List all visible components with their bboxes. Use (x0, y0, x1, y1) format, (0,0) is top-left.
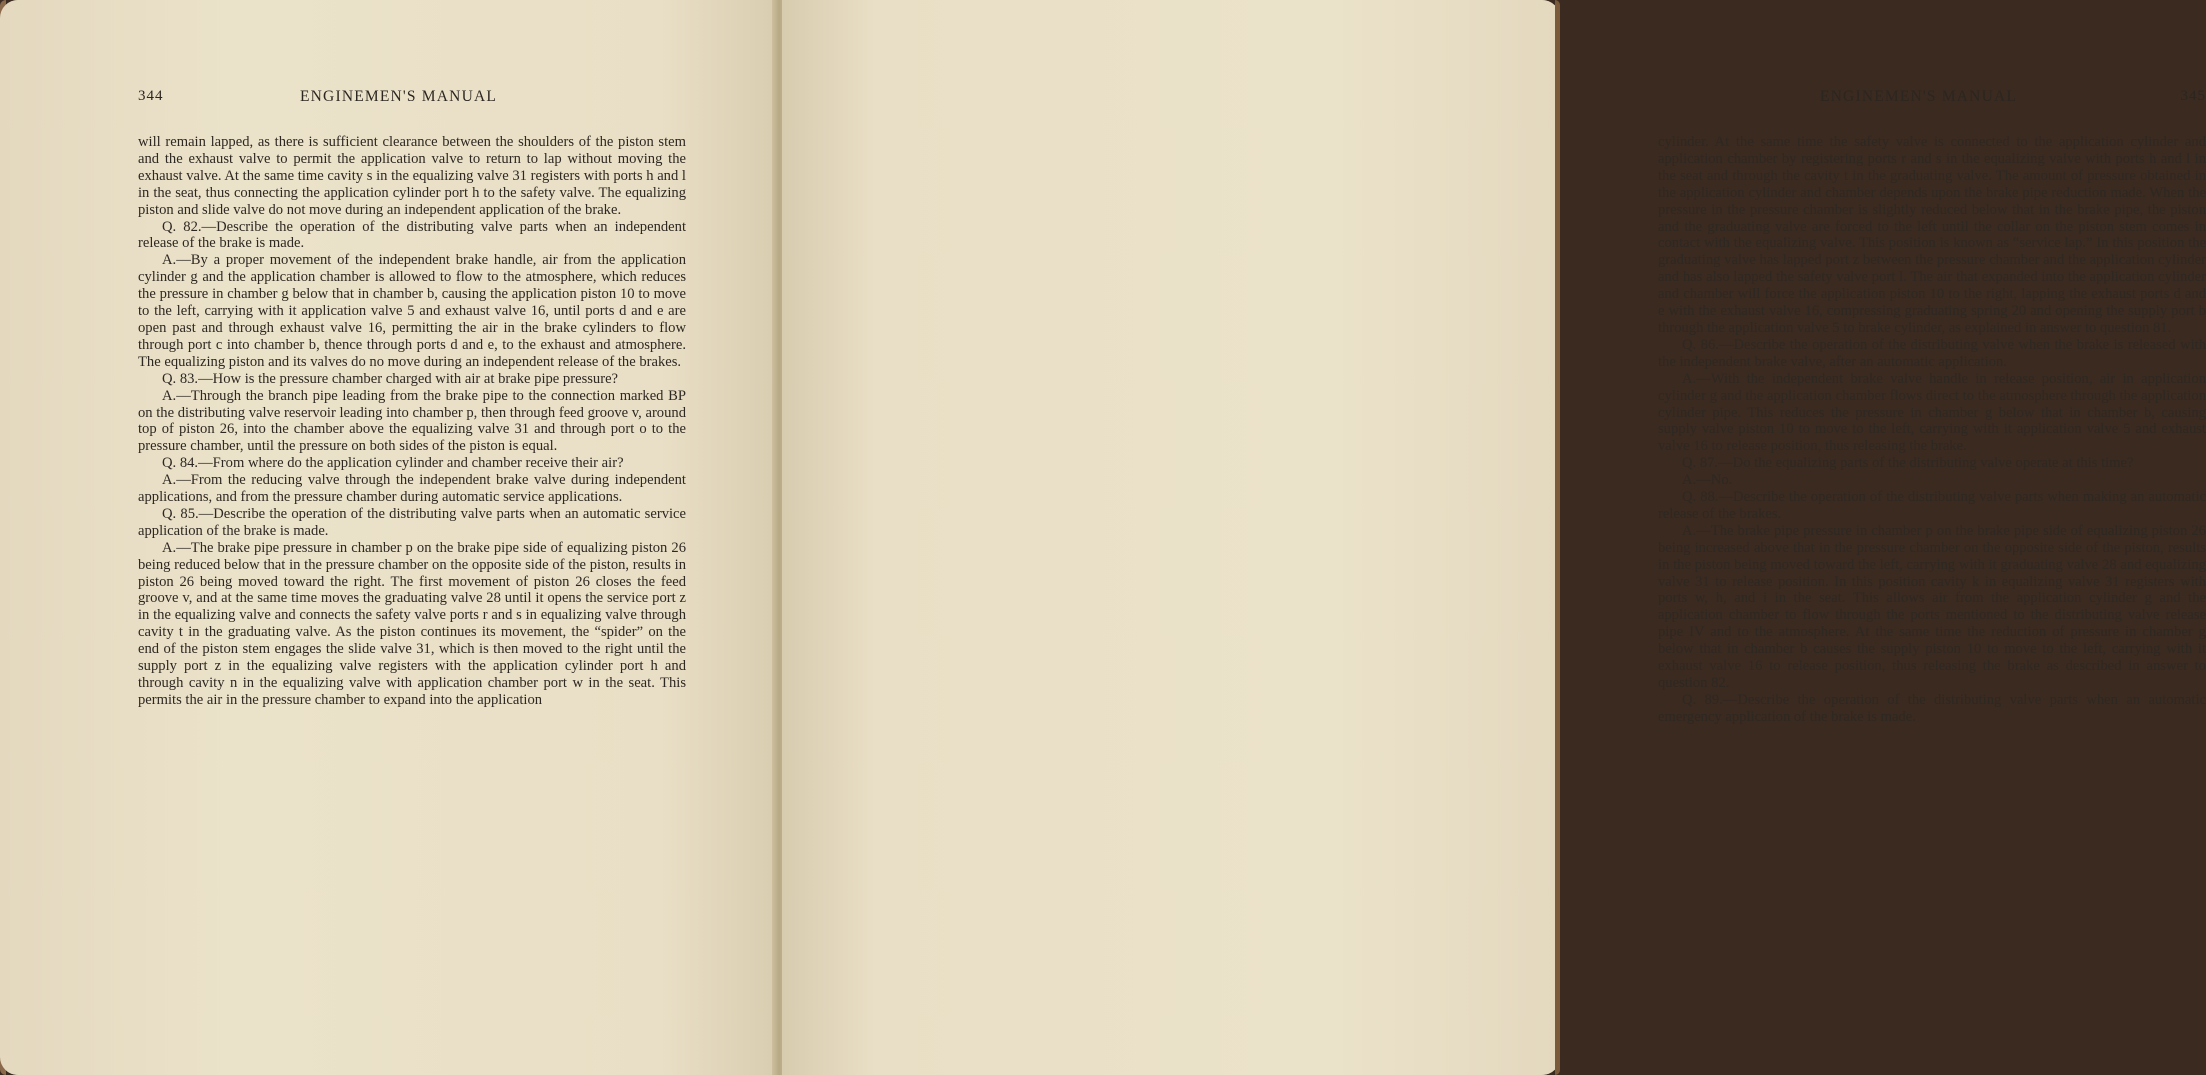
left-running-title: ENGINEMEN'S MANUAL (300, 88, 498, 105)
paragraph: cylinder. At the same time the safety valve is connected to the application cylinder and application chamber by registering ports r and s in the equalizing valve with ports h and l in the seat and through the cavity t in the graduating valve. The amount of pressure obtained in the application cylinder and chamber depends upon the brake pipe reduction made. When the pressure in the pressure chamber is slightly reduced below that in the brake pipe, the piston and the graduating valve are forced to the left until the collar on the piston stem comes in contact with the equalizing valve. This position is known as “service lap.” In this position the graduating valve has lapped port z between the pressure chamber and the application cylinder and has also lapped the safety valve port l. The air that expanded into the application cylinder and chamber will force the application piston 10 to the right, lapping the exhaust ports d and e with the exhaust valve 16, compressing graduating spring 20 and opening the supply port b through the application valve 5 to brake cylinder, as explained in answer to question 81. (1658, 134, 2206, 336)
left-running-head (138, 88, 686, 110)
answer-84: A.—From the reducing valve through the independent brake valve during independent applications, and from the pressure chamber during automatic service applications. (138, 472, 686, 506)
paragraph: will remain lapped, as there is sufficient clearance between the shoulders of the piston stem and the exhaust valve to permit the application valve to return to lap without moving the exhaust valve. At the same time cavity s in the equalizing valve 31 registers with ports h and l in the seat, thus connecting the application cylinder port h to the safety valve. The equalizing piston and slide valve do not move during an independent application of the brake. (138, 134, 686, 218)
question-85: Q. 85.—Describe the operation of the distributing valve parts when an automatic service application of the brake is made. (138, 505, 686, 539)
right-page (782, 0, 2206, 1075)
question-82: Q. 82.—Describe the operation of the distributing valve parts when an independent release of the brake is made. (138, 218, 686, 252)
answer-86: A.—With the independent brake valve handle in release position, air in application cylinder g and the application chamber flows direct to the atmosphere through the application cylinder pipe. This reduces the pressure in chamber g below that in chamber b, causing supply valve piston 10 to move to the left, carrying with it application valve 5 and exhaust valve 16 to release position, thus releasing the brake. (1658, 370, 2206, 455)
right-running-head (1658, 88, 2206, 110)
right-body-text (1658, 134, 2206, 726)
answer-85: A.—The brake pipe pressure in chamber p on the brake pipe side of equalizing piston 26 being reduced below that in the pressure chamber on the opposite side of the piston, results in piston 26 being moved toward the right. The first movement of piston 26 closes the feed groove v, and at the same time moves the graduating valve 28 until it opens the service port z in the equalizing valve and connects the safety valve ports r and s in equalizing valve through cavity t in the graduating valve. As the piston continues its movement, the “spider” on the end of the piston stem engages the slide valve 31, which is then moved to the right until the supply port z in the equalizing valve registers with the application cylinder port h and through cavity n in the equalizing valve with application chamber port w in the seat. This permits the air in the pressure chamber to expand into the application (138, 539, 686, 708)
book-edge-right (1555, 0, 1560, 1075)
left-page (0, 0, 778, 1075)
answer-83: A.—Through the branch pipe leading from the brake pipe to the connection marked BP on the distributing valve reservoir leading into chamber p, then through feed groove v, around top of piston 26, into the chamber above the equalizing valve 31 and through port o to the pressure chamber, until the pressure on both sides of the piston is equal. (138, 387, 686, 455)
answer-82: A.—By a proper movement of the independent brake handle, air from the application cylinder g and the application chamber is allowed to flow to the atmosphere, which reduces the pressure in chamber g below that in chamber b, causing the application piston 10 to move to the left, carrying with it application valve 5 and exhaust valve 16, until ports d and e are open past and through exhaust valve 16, permitting the air in the brake cylinders to flow through port c into chamber b, thence through ports d and e, to the exhaust and atmosphere. The equalizing piston and its valves do no move during an independent release of the brakes. (138, 252, 686, 370)
question-87: Q. 87.—Do the equalizing parts of the distributing valve operate at this time? (1682, 455, 2134, 472)
question-86: Q. 86.—Describe the operation of the distributing valve when the brake is released with the independent brake valve, after an automatic application. (1658, 336, 2206, 370)
answer-88: A.—The brake pipe pressure in chamber p on the brake pipe side of equalizing piston 26 being increased above that in the pressure chamber on the opposite side of the piston, results in the piston being moved toward the left, carrying with it graduating valve 28 and equalizing valve 31 to release position. In this position cavity k in equalizing valve 31 registers with ports w, h, and i in the seat. This allows air from the application cylinder g and the application chamber to flow through the ports mentioned to the distributing valve release pipe IV and to the atmosphere. At the same time the reduction of pressure in chamber g below that in chamber b causes the supply piston 10 to move to the left, carrying with it exhaust valve 16 to release position, thus releasing the brake as described in answer to question 82. (1658, 522, 2206, 691)
question-84: Q. 84.—From where do the application cylinder and chamber receive their air? (162, 455, 624, 472)
question-89: Q. 89.—Describe the operation of the distributing valve parts when an automatic emergency application of the brake is made. (1658, 691, 2206, 725)
answer-87: A.—No. (1682, 472, 1733, 489)
right-running-title: ENGINEMEN'S MANUAL (1820, 88, 2018, 105)
question-88: Q. 88.—Describe the operation of the distributing valve parts when making an automatic release of the brakes. (1658, 489, 2206, 522)
question-83: Q. 83.—How is the pressure chamber charged with air at brake pipe pressure? (162, 370, 619, 387)
left-body-text (138, 134, 686, 709)
left-page-number: 344 (138, 88, 164, 104)
right-page-number: 345 (2180, 88, 2206, 104)
